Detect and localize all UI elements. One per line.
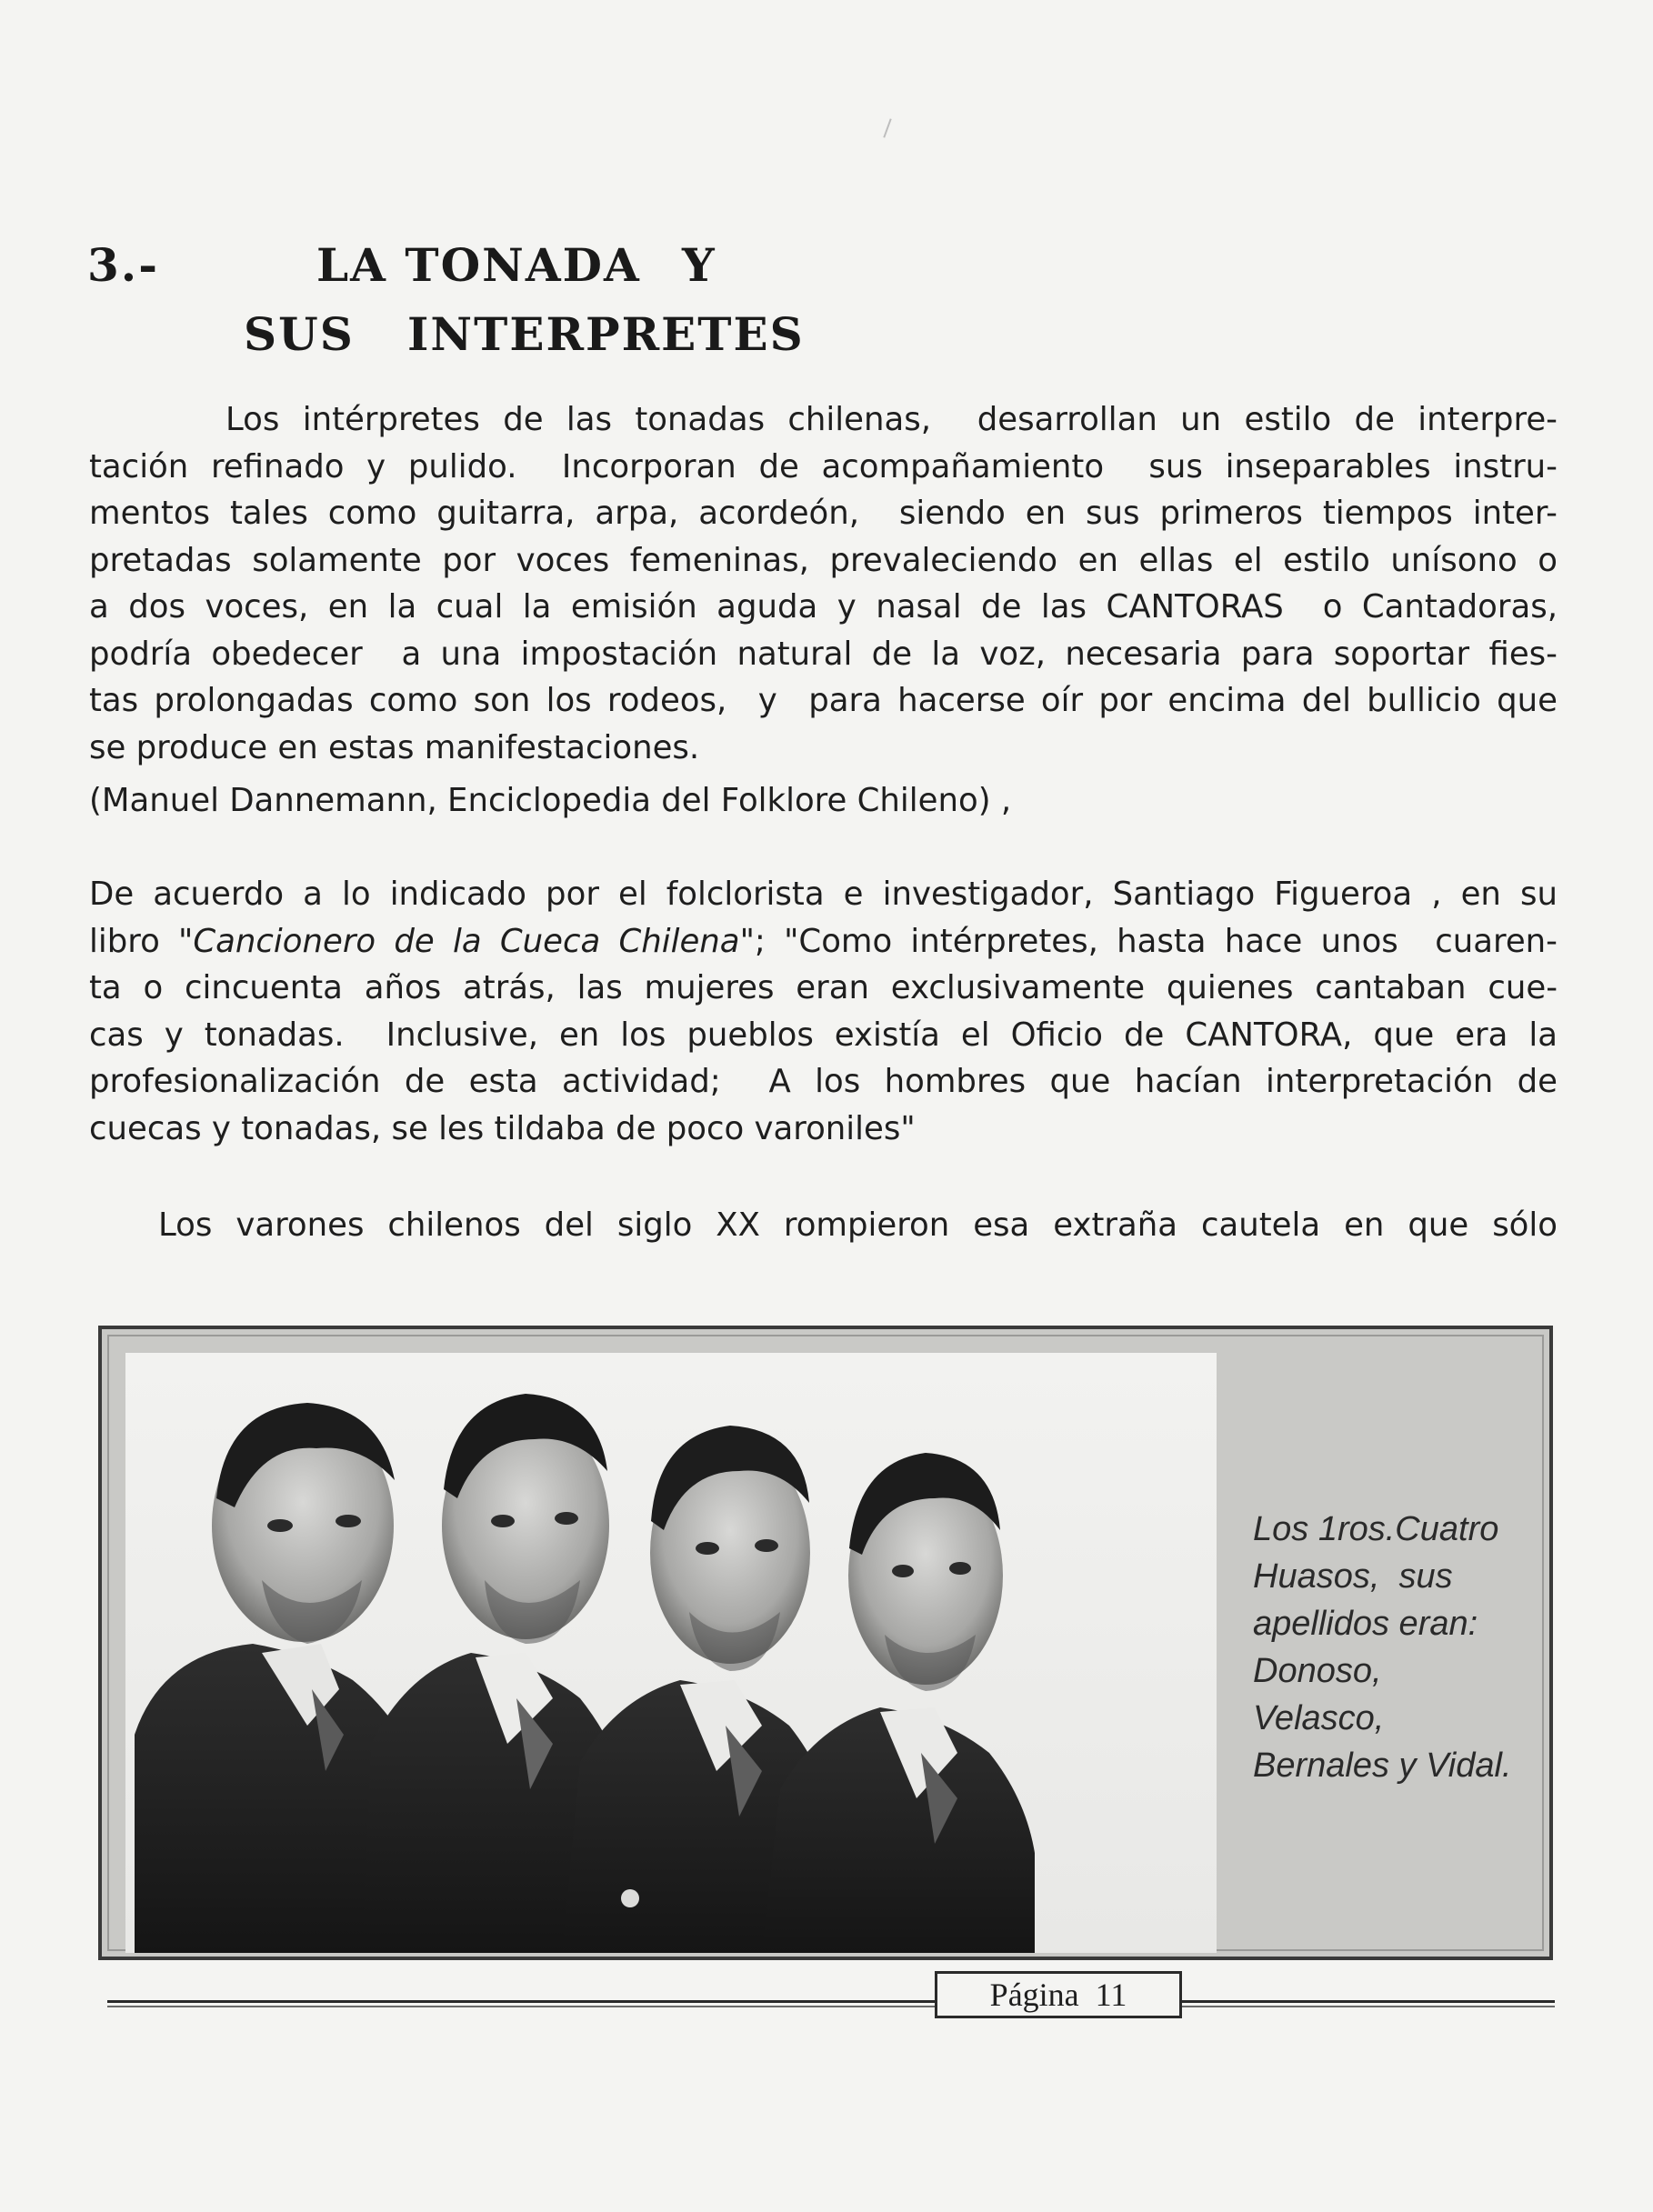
caption-line: apellidos eran:	[1253, 1605, 1478, 1643]
page-number: Página 11	[935, 1971, 1182, 2018]
text-line: ta o cincuenta años atrás, las mujeres eran exclusivamente quienes cantaban cue-	[89, 969, 1558, 1006]
footer-rule-secondary	[107, 2006, 1555, 2007]
text-line: Los intérpretes de las tonadas chilenas, desarrollan un estilo de interpre-	[225, 401, 1558, 438]
citation	[89, 777, 1558, 825]
text-line: a dos voces, en la cual la emisión aguda y nasal de las CANTORAS o Cantadoras,	[89, 588, 1558, 626]
scan-speck	[883, 118, 891, 137]
text-fragment: "; "Como intérpretes, hasta hace unos cuaren-	[739, 922, 1558, 960]
text-line: tación refinado y pulido. Incorporan de acompañamiento sus inseparables instru-	[89, 447, 1558, 485]
text-line: cas y tonadas. Inclusive, en los pueblos existía el Oficio de CANTORA, que era la	[89, 1016, 1558, 1054]
photo-four-huasos	[125, 1353, 1217, 1953]
photo-caption	[1253, 1506, 1544, 1789]
text-line-with-book	[89, 918, 1558, 966]
book-title: Cancionero de la Cueca Chilena	[193, 922, 740, 960]
text-line: tas prolongadas como son los rodeos, y para hacerse oír por encima del bullicio que	[89, 682, 1558, 719]
portrait-illustration	[125, 1353, 1217, 1953]
footer-rule	[107, 2000, 1555, 2003]
citation-text: (Manuel Dannemann, Enciclopedia del Folklore Chileno) ,	[89, 782, 1012, 819]
paragraph-intro	[89, 396, 1558, 771]
caption-line: Bernales y Vidal.	[1253, 1747, 1512, 1785]
section-title-line1: LA TONADA	[316, 238, 641, 292]
text-line: profesionalización de esta actividad; A los hombres que hacían interpretación de	[89, 1063, 1558, 1100]
caption-line: Velasco,	[1253, 1699, 1385, 1737]
text-line: pretadas solamente por voces femeninas, prevaleciendo en ellas el estilo unísono o	[89, 541, 1558, 579]
paragraph-varones	[89, 1202, 1558, 1249]
caption-line: Los 1ros.Cuatro	[1253, 1510, 1499, 1548]
text-line: cuecas y tonadas, se les tildaba de poco varoniles"	[89, 1109, 916, 1147]
text-line: podría obedecer a una impostación natural de la voz, necesaria para soportar fies-	[89, 635, 1558, 673]
text-line: De acuerdo a lo indicado por el folclorista e investigador, Santiago Figueroa , en su	[89, 876, 1558, 913]
section-title-line2: SUS INTERPRETES	[244, 307, 805, 361]
caption-line: Huasos, sus	[1253, 1557, 1453, 1596]
paragraph-figueroa	[89, 871, 1558, 1152]
text-line: se produce en estas manifestaciones.	[89, 728, 700, 766]
text-line: Los varones chilenos del siglo XX rompieron esa extraña cautela en que sólo	[158, 1206, 1558, 1244]
section-number: 3.-	[87, 238, 159, 292]
text-fragment: libro "	[89, 922, 194, 960]
caption-line: Donoso,	[1253, 1652, 1382, 1690]
text-line: mentos tales como guitarra, arpa, acordeón, siendo en sus primeros tiempos inter-	[89, 495, 1558, 532]
section-title-conjunction: Y	[682, 238, 716, 292]
